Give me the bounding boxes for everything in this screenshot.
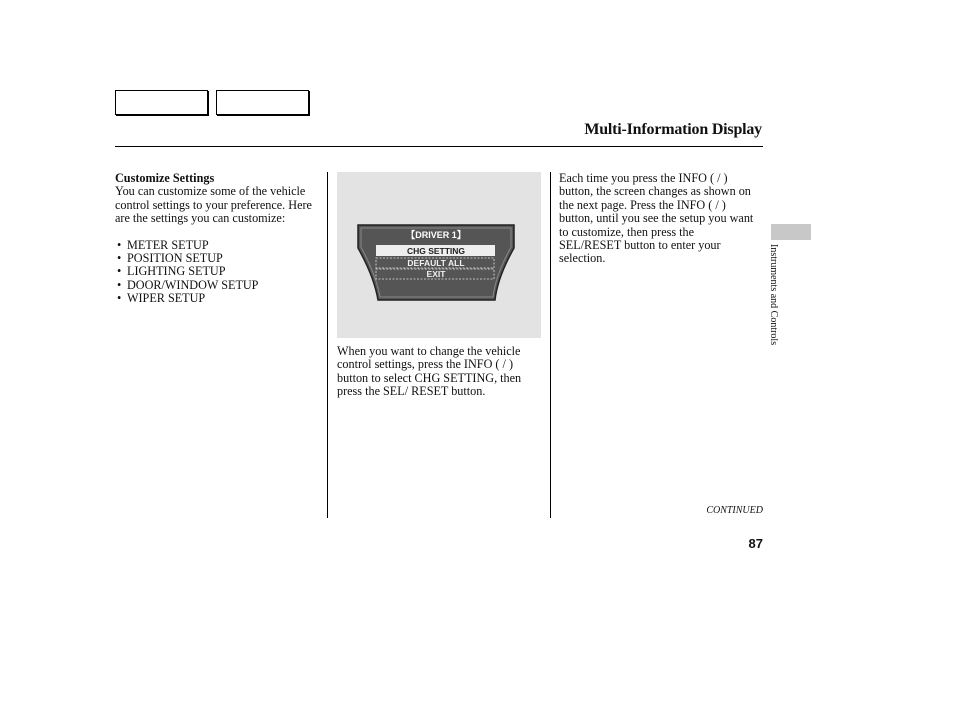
middle-paragraph: When you want to change the vehicle control settings, press the INFO ( / ) button to select CHG SETTING, then press the SEL/ RESET button.: [337, 344, 522, 399]
menu-item-default-all: DEFAULT ALL: [407, 258, 465, 268]
section-label: Instruments and Controls: [768, 244, 779, 346]
column-middle: [337, 345, 543, 399]
column-right: [559, 172, 759, 266]
column-divider-1: [327, 172, 328, 518]
column-divider-2: [550, 172, 551, 518]
driver-label: 【DRIVER 1】: [406, 230, 466, 240]
list-item: • METER SETUP: [115, 239, 320, 252]
menu-item-chg-setting: CHG SETTING: [406, 246, 466, 256]
list-item: • POSITION SETUP: [115, 252, 320, 265]
menu-item-exit: EXIT: [426, 269, 446, 279]
list-item: • LIGHTING SETUP: [115, 265, 320, 278]
title-divider: [115, 146, 763, 147]
right-paragraph: Each time you press the INFO ( / ) button, the screen changes as shown on the next page. Press the INFO ( / ) button, until you see the setup you want to customize, then press the SEL/RESET button to enter your selection.: [559, 171, 754, 266]
page-number: 87: [748, 536, 763, 551]
intro-paragraph: You can customize some of the vehicle control settings to your preference. Here are the settings you can customize:: [115, 184, 312, 226]
nav-box-right[interactable]: [216, 90, 309, 115]
display-screen: [357, 224, 515, 302]
continued-label: CONTINUED: [706, 505, 763, 516]
column-left: [115, 172, 320, 306]
section-tab: [771, 224, 811, 240]
display-illustration: [337, 172, 541, 338]
list-item: • WIPER SETUP: [115, 292, 320, 305]
list-item: • DOOR/WINDOW SETUP: [115, 279, 320, 292]
nav-box-left[interactable]: [115, 90, 208, 115]
section-heading: Customize Settings: [115, 171, 215, 185]
page-title: Multi-Information Display: [584, 121, 762, 138]
settings-list: [115, 239, 320, 306]
